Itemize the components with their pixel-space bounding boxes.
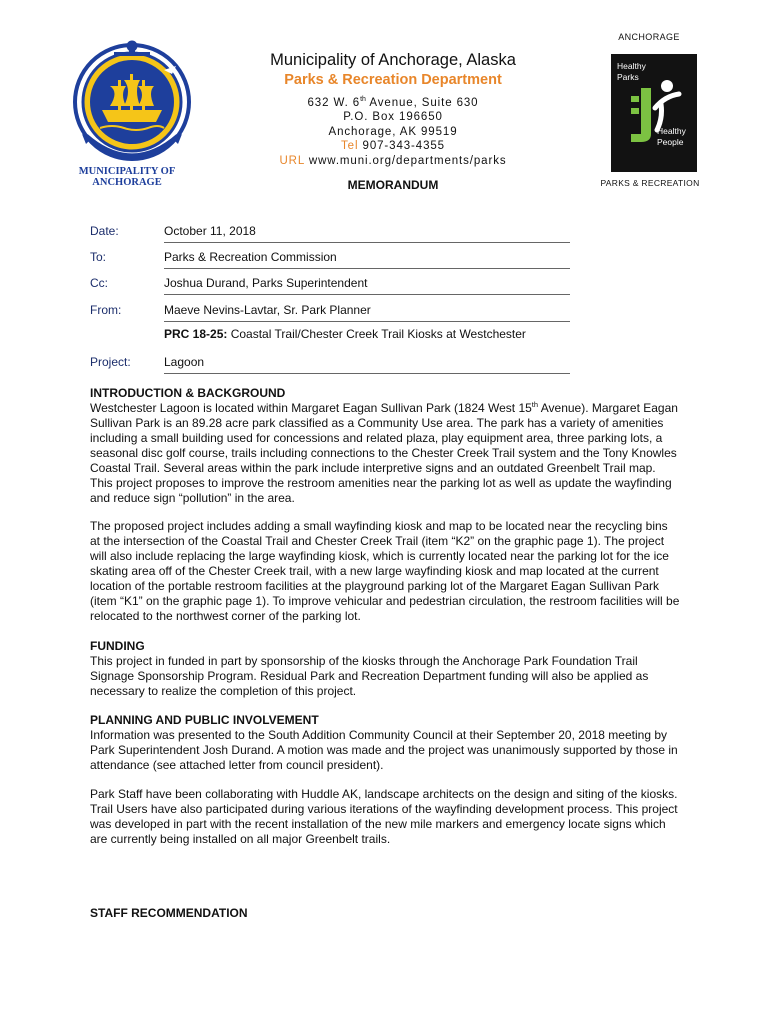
project-value: Lagoon (164, 355, 205, 369)
funding-heading: FUNDING (90, 639, 145, 653)
from-label: From: (90, 303, 122, 317)
seal-caption (66, 166, 188, 188)
telephone: Tel 907-343-4355 (341, 140, 445, 153)
planning-paragraph-1: Information was presented to the South Addition Community Council at their September 20, 2018 meeting by Park Superintendent Josh Durand. A motion was made and the project was unanimously supported by those in attendance (see attached letter from council president). (90, 728, 678, 772)
memo-title: MEMORANDUM (347, 178, 439, 192)
planning-section (90, 713, 680, 773)
organization-name: Municipality of Anchorage, Alaska (270, 51, 516, 69)
website: URL www.muni.org/departments/parks (279, 154, 507, 167)
project-field (90, 350, 570, 374)
from-value: Maeve Nevins-Lavtar, Sr. Park Planner (164, 303, 371, 317)
divider (164, 321, 570, 322)
prc-title: Coastal Trail/Chester Creek Trail Kiosks at Westchester (230, 327, 526, 341)
cc-value: Joshua Durand, Parks Superintendent (164, 276, 368, 290)
street-address: 632 W. 6th Avenue, Suite 630 (307, 96, 479, 109)
intro-paragraph-1: Westchester Lagoon is located within Margaret Eagan Sullivan Park (1824 West 15th Avenue). Margaret Eagan Sullivan Park is an 89.28 acre park classified as a Community Use area. The park has a variety of amenities including a small building used for concessions and related plaza, play equipment area, three parking lots, a seasonal disc golf course, trails including connections to the Chester Creek Trail system and the Tony Knowles Coastal Trail. Several areas within the park include interpretive signs and an outdated Greenbelt Trail map. This project proposes to improve the restroom amenities near the parking lot as well as update the wayfinding and reduce sign “pollution” in the area. (90, 400, 678, 505)
po-box: P.O. Box 196650 (343, 111, 443, 124)
prc-number: PRC 18-25: (164, 327, 228, 341)
intro-section (90, 386, 680, 506)
from-field (90, 298, 570, 322)
brand-logo-top-text: ANCHORAGE (618, 32, 680, 42)
intro-paragraph-2: The proposed project includes adding a small wayfinding kiosk and map to be located near the recycling bins at the intersection of the Coastal Trail and Chester Creek Trail (item “K2” on the graphic page 1). The project will also include replacing the large wayfinding kiosk, which is currently located near the parking lot for the ice skating area off of the Chester Creek trail, with a new large wayfinding kiosk and map located at the current location of the portable restroom facilities at the playground parking lot of the Margaret Eagan Sullivan Park (item “K1” on the graphic page 1). To improve vehicular and pedestrian circulation, the restroom facilities will be relocated to the northwest corner of the parking lot. (90, 519, 680, 623)
planning-paragraph-2: Park Staff have been collaborating with Huddle AK, landscape architects on the design and siting of the kiosks. Trail Users have also participated during various iterations of the wayfinding development process. This project was developed in part with the recent installation of the new mile markers and emergency locate signs which are currently being installed on all major Greenbelt trails. (90, 787, 678, 846)
funding-paragraph: This project in funded in part by sponsorship of the kiosks through the Anchorage Park Foundation Trail Signage Sponsorship Program. Residual Park and Recreation Department funding will also be applied as necessary to realize the completion of this project. (90, 654, 649, 698)
to-field (90, 245, 570, 269)
letterhead (238, 50, 548, 168)
city-state-zip: Anchorage, AK 99519 (328, 125, 458, 138)
brand-logo-bottom-text: PARKS & RECREATION (600, 178, 700, 188)
staff-recommendation-heading: STAFF RECOMMENDATION (90, 906, 248, 920)
department-name: Parks & Recreation Department (284, 72, 502, 88)
date-value: October 11, 2018 (164, 224, 256, 238)
seal-caption-line1: MUNICIPALITY OF (78, 166, 176, 177)
divider (164, 268, 570, 269)
staff-recommendation-section (90, 906, 680, 921)
prc-subject (164, 327, 526, 341)
cc-field (90, 271, 570, 295)
planning-heading: PLANNING AND PUBLIC INVOLVEMENT (90, 713, 319, 727)
healthy-parks-text: Healthy Parks (617, 61, 646, 82)
funding-section (90, 639, 680, 699)
healthy-people-text: Healthy People (657, 126, 686, 147)
seal-caption-line2: ANCHORAGE (92, 177, 162, 188)
date-label: Date: (90, 224, 119, 238)
intro-heading: INTRODUCTION & BACKGROUND (90, 386, 286, 400)
to-value: Parks & Recreation Commission (164, 250, 337, 264)
project-label: Project: (90, 355, 131, 369)
date-field (90, 219, 570, 243)
to-label: To: (90, 250, 107, 264)
divider (164, 294, 570, 295)
divider (164, 373, 570, 374)
cc-label: Cc: (90, 276, 108, 290)
divider (164, 242, 570, 243)
healthy-parks-logo (611, 54, 697, 172)
